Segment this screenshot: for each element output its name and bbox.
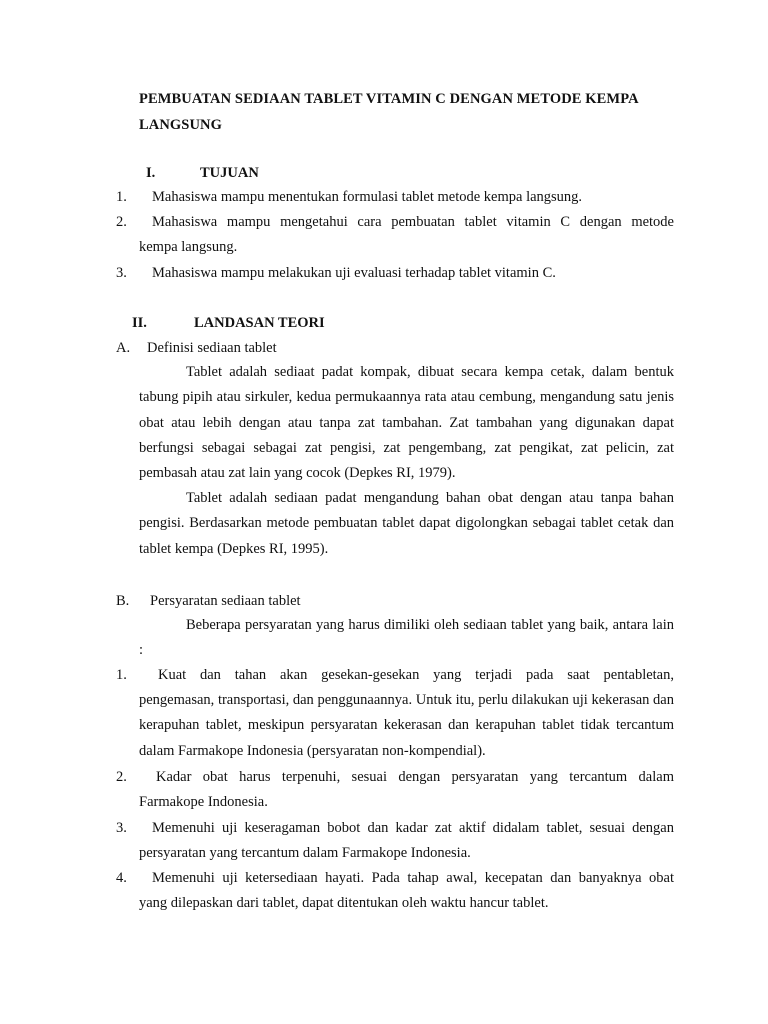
section-2-number: II. (132, 315, 147, 331)
subsection-a-marker: A. (116, 340, 131, 356)
requirement-2-rest: Farmakope Indonesia. (139, 794, 268, 810)
tujuan-item-1-text: Mahasiswa mampu menentukan formulasi tablet metode kempa langsung. (152, 189, 583, 205)
requirement-1-line-1: Kuat dan tahan akan gesekan-gesekan yang terjadi pada saat pentabletan, (158, 667, 674, 683)
definition-paragraph-1-text: Tablet adalah sediaat padat kompak, dibuat secara kempa cetak, dalam bentuk tabung pipih atau sirkuler, kedua permukaannya rata atau cembung, mengandung satu jenis obat atau lebih dengan atau tanpa zat tambahan. Zat tambahan yang digunakan dapat berfungsi sebagai sebagai zat pengisi, zat pengembang, zat pengikat, zat pelicin, zat pembasah atau zat lain yang cocok (Depkes RI, 1979). (139, 364, 674, 482)
requirement-2-line-1: Kadar obat harus terpenuhi, sesuai dengan persyaratan yang tercantum dalam (156, 769, 674, 785)
definition-paragraph-2-text: Tablet adalah sediaan padat mengandung bahan obat dengan atau tanpa bahan pengisi. Berdasarkan metode pembuatan tablet dapat digolongkan sebagai tablet cetak dan tablet kempa (Depkes RI, 1995). (139, 490, 674, 557)
tujuan-item-2-line-1: Mahasiswa mampu mengetahui cara pembuatan tablet vitamin C dengan metode (152, 214, 674, 230)
subsection-a-heading: Definisi sediaan tablet (147, 340, 277, 356)
subsection-b-heading: Persyaratan sediaan tablet (150, 593, 301, 609)
requirement-2-number: 2. (116, 769, 127, 785)
requirement-3-rest: persyaratan yang tercantum dalam Farmakope Indonesia. (139, 845, 471, 861)
requirement-4-number: 4. (116, 870, 127, 886)
section-1-heading: TUJUAN (200, 165, 259, 181)
definition-paragraph-1 (139, 360, 674, 486)
tujuan-item-3-number: 3. (116, 265, 127, 281)
tujuan-item-2-number: 2. (116, 214, 127, 230)
tujuan-item-1-number: 1. (116, 189, 127, 205)
subsection-b-marker: B. (116, 593, 130, 609)
requirement-3-line-1: Memenuhi uji keseragaman bobot dan kadar zat aktif didalam tablet, sesuai dengan (152, 820, 674, 836)
requirement-4-line-1: Memenuhi uji ketersediaan hayati. Pada tahap awal, kecepatan dan banyaknya obat (152, 870, 674, 886)
section-2-heading: LANDASAN TEORI (194, 315, 325, 331)
requirements-intro (139, 613, 674, 664)
requirement-1-number: 1. (116, 667, 127, 683)
requirement-4-rest: yang dilepaskan dari tablet, dapat ditentukan oleh waktu hancur tablet. (139, 895, 549, 911)
tujuan-item-3-text: Mahasiswa mampu melakukan uji evaluasi terhadap tablet vitamin C. (152, 265, 556, 281)
definition-paragraph-2 (139, 486, 674, 562)
tujuan-item-2-line-2: kempa langsung. (139, 239, 238, 255)
document-title: PEMBUATAN SEDIAAN TABLET VITAMIN C DENGAN METODE KEMPA LANGSUNG (139, 91, 638, 133)
requirement-1-rest: pengemasan, transportasi, dan penggunaannya. Untuk itu, perlu dilakukan uji kekerasan dan kerapuhan tablet, meskipun persyaratan kekerasan dan kerapuhan tablet tidak tercantum dalam Farmakope Indonesia (persyaratan non-kompendial). (139, 692, 674, 759)
requirement-3-number: 3. (116, 820, 127, 836)
requirements-intro-text: Beberapa persyaratan yang harus dimiliki oleh sediaan tablet yang baik, antara lain : (139, 617, 674, 659)
section-1-number: I. (146, 165, 156, 181)
